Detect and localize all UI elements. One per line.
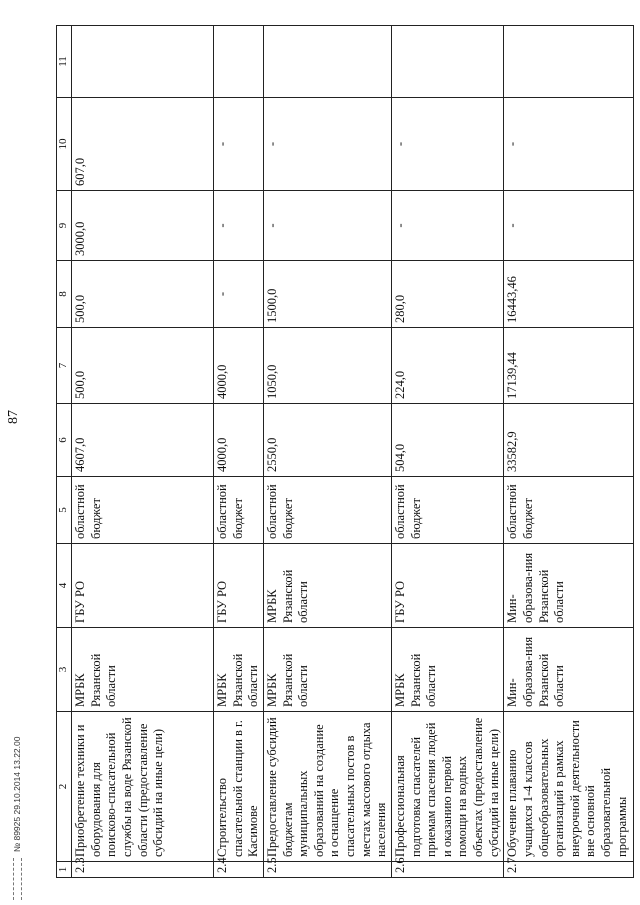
header-cell-6: 6 (57, 404, 72, 477)
rotated-document (56, 26, 640, 878)
year-value: - (214, 261, 264, 328)
year-value (504, 26, 634, 98)
funding-source: областной бюджет (263, 477, 391, 544)
header-cell-4: 4 (57, 544, 72, 628)
header-cell-3: 3 (57, 628, 72, 712)
row-description: Предоставление субсидий бюджетам муниципальных образований на создание и оснащение спасательных постов в местах массового отдыха населения (263, 712, 391, 862)
header-cell-1: 1 (57, 862, 72, 878)
responsible-executor: МРБК Рязанской области (391, 628, 503, 712)
funding-source: областной бюджет (504, 477, 634, 544)
year-value (72, 26, 214, 98)
recipient: МРБК Рязанской области (263, 544, 391, 628)
responsible-executor: Мин-образова-ния Рязанской области (504, 628, 634, 712)
header-cell-10: 10 (57, 98, 72, 191)
row-number: 2.5 (263, 862, 391, 878)
year-value: 500,0 (72, 328, 214, 404)
year-value: - (504, 191, 634, 261)
responsible-executor: МРБК Рязанской области (72, 628, 214, 712)
year-value: - (391, 98, 503, 191)
page-number: 87 (6, 410, 21, 424)
year-value (391, 26, 503, 98)
funding-source: областной бюджет (214, 477, 264, 544)
recipient: ГБУ РО (214, 544, 264, 628)
row-number: 2.6 (391, 862, 503, 878)
year-value (263, 26, 391, 98)
stamp-text: № 89925 29.10.2014 13.22.00 (12, 736, 22, 852)
row-description: Обучение плаванию учащихся 1-4 классов общеобразовательных организаций в рамках внеурочной деятельности вне основной образовательной программы (504, 712, 634, 862)
total-amount: 4000,0 (214, 404, 264, 477)
responsible-executor: МРБК Рязанской области (214, 628, 264, 712)
table-row (391, 26, 503, 878)
year-value: 17139,44 (504, 328, 634, 404)
year-value: - (214, 98, 264, 191)
recipient: ГБУ РО (72, 544, 214, 628)
funding-source: областной бюджет (391, 477, 503, 544)
year-value: - (263, 191, 391, 261)
header-cell-7: 7 (57, 328, 72, 404)
registration-stamp (12, 730, 26, 900)
total-amount: 4607,0 (72, 404, 214, 477)
header-cell-5: 5 (57, 477, 72, 544)
recipient: ГБУ РО (391, 544, 503, 628)
table-row (72, 26, 214, 878)
table-row (263, 26, 391, 878)
table-row (214, 26, 264, 878)
year-value: 1050,0 (263, 328, 391, 404)
year-value: 500,0 (72, 261, 214, 328)
header-row (57, 26, 72, 878)
header-cell-9: 9 (57, 191, 72, 261)
row-description: Строительство спасательной станции в г. Касимове (214, 712, 264, 862)
year-value: 16443,46 (504, 261, 634, 328)
year-value: 3000,0 (72, 191, 214, 261)
budget-table (56, 25, 634, 878)
year-value: 1500,0 (263, 261, 391, 328)
year-value: 224,0 (391, 328, 503, 404)
year-value (214, 26, 264, 98)
year-value: - (391, 191, 503, 261)
header-cell-11: 11 (57, 26, 72, 98)
row-number: 2.7 (504, 862, 634, 878)
table-row (504, 26, 634, 878)
total-amount: 2550,0 (263, 404, 391, 477)
year-value: 280,0 (391, 261, 503, 328)
year-value: 607,0 (72, 98, 214, 191)
recipient: Мин-образова-ния Рязанской области (504, 544, 634, 628)
funding-source: областной бюджет (72, 477, 214, 544)
year-value: - (263, 98, 391, 191)
header-cell-2: 2 (57, 712, 72, 862)
header-cell-8: 8 (57, 261, 72, 328)
year-value: - (504, 98, 634, 191)
row-number: 2.4 (214, 862, 264, 878)
responsible-executor: МРБК Рязанской области (263, 628, 391, 712)
row-description: Профессиональная подготовка спасателей приемам спасения людей и оказанию первой помощи на водных объектах (предоставление субсидий на иные цели) (391, 712, 503, 862)
year-value: - (214, 191, 264, 261)
year-value: 4000,0 (214, 328, 264, 404)
row-description: Приобретение техники и оборудования для поисково-спасательной службы на воде Рязанской области (предоставление субсидий на иные цели) (72, 712, 214, 862)
row-number: 2.3 (72, 862, 214, 878)
stamp-logo-icon (13, 858, 22, 900)
total-amount: 33582,9 (504, 404, 634, 477)
total-amount: 504,0 (391, 404, 503, 477)
